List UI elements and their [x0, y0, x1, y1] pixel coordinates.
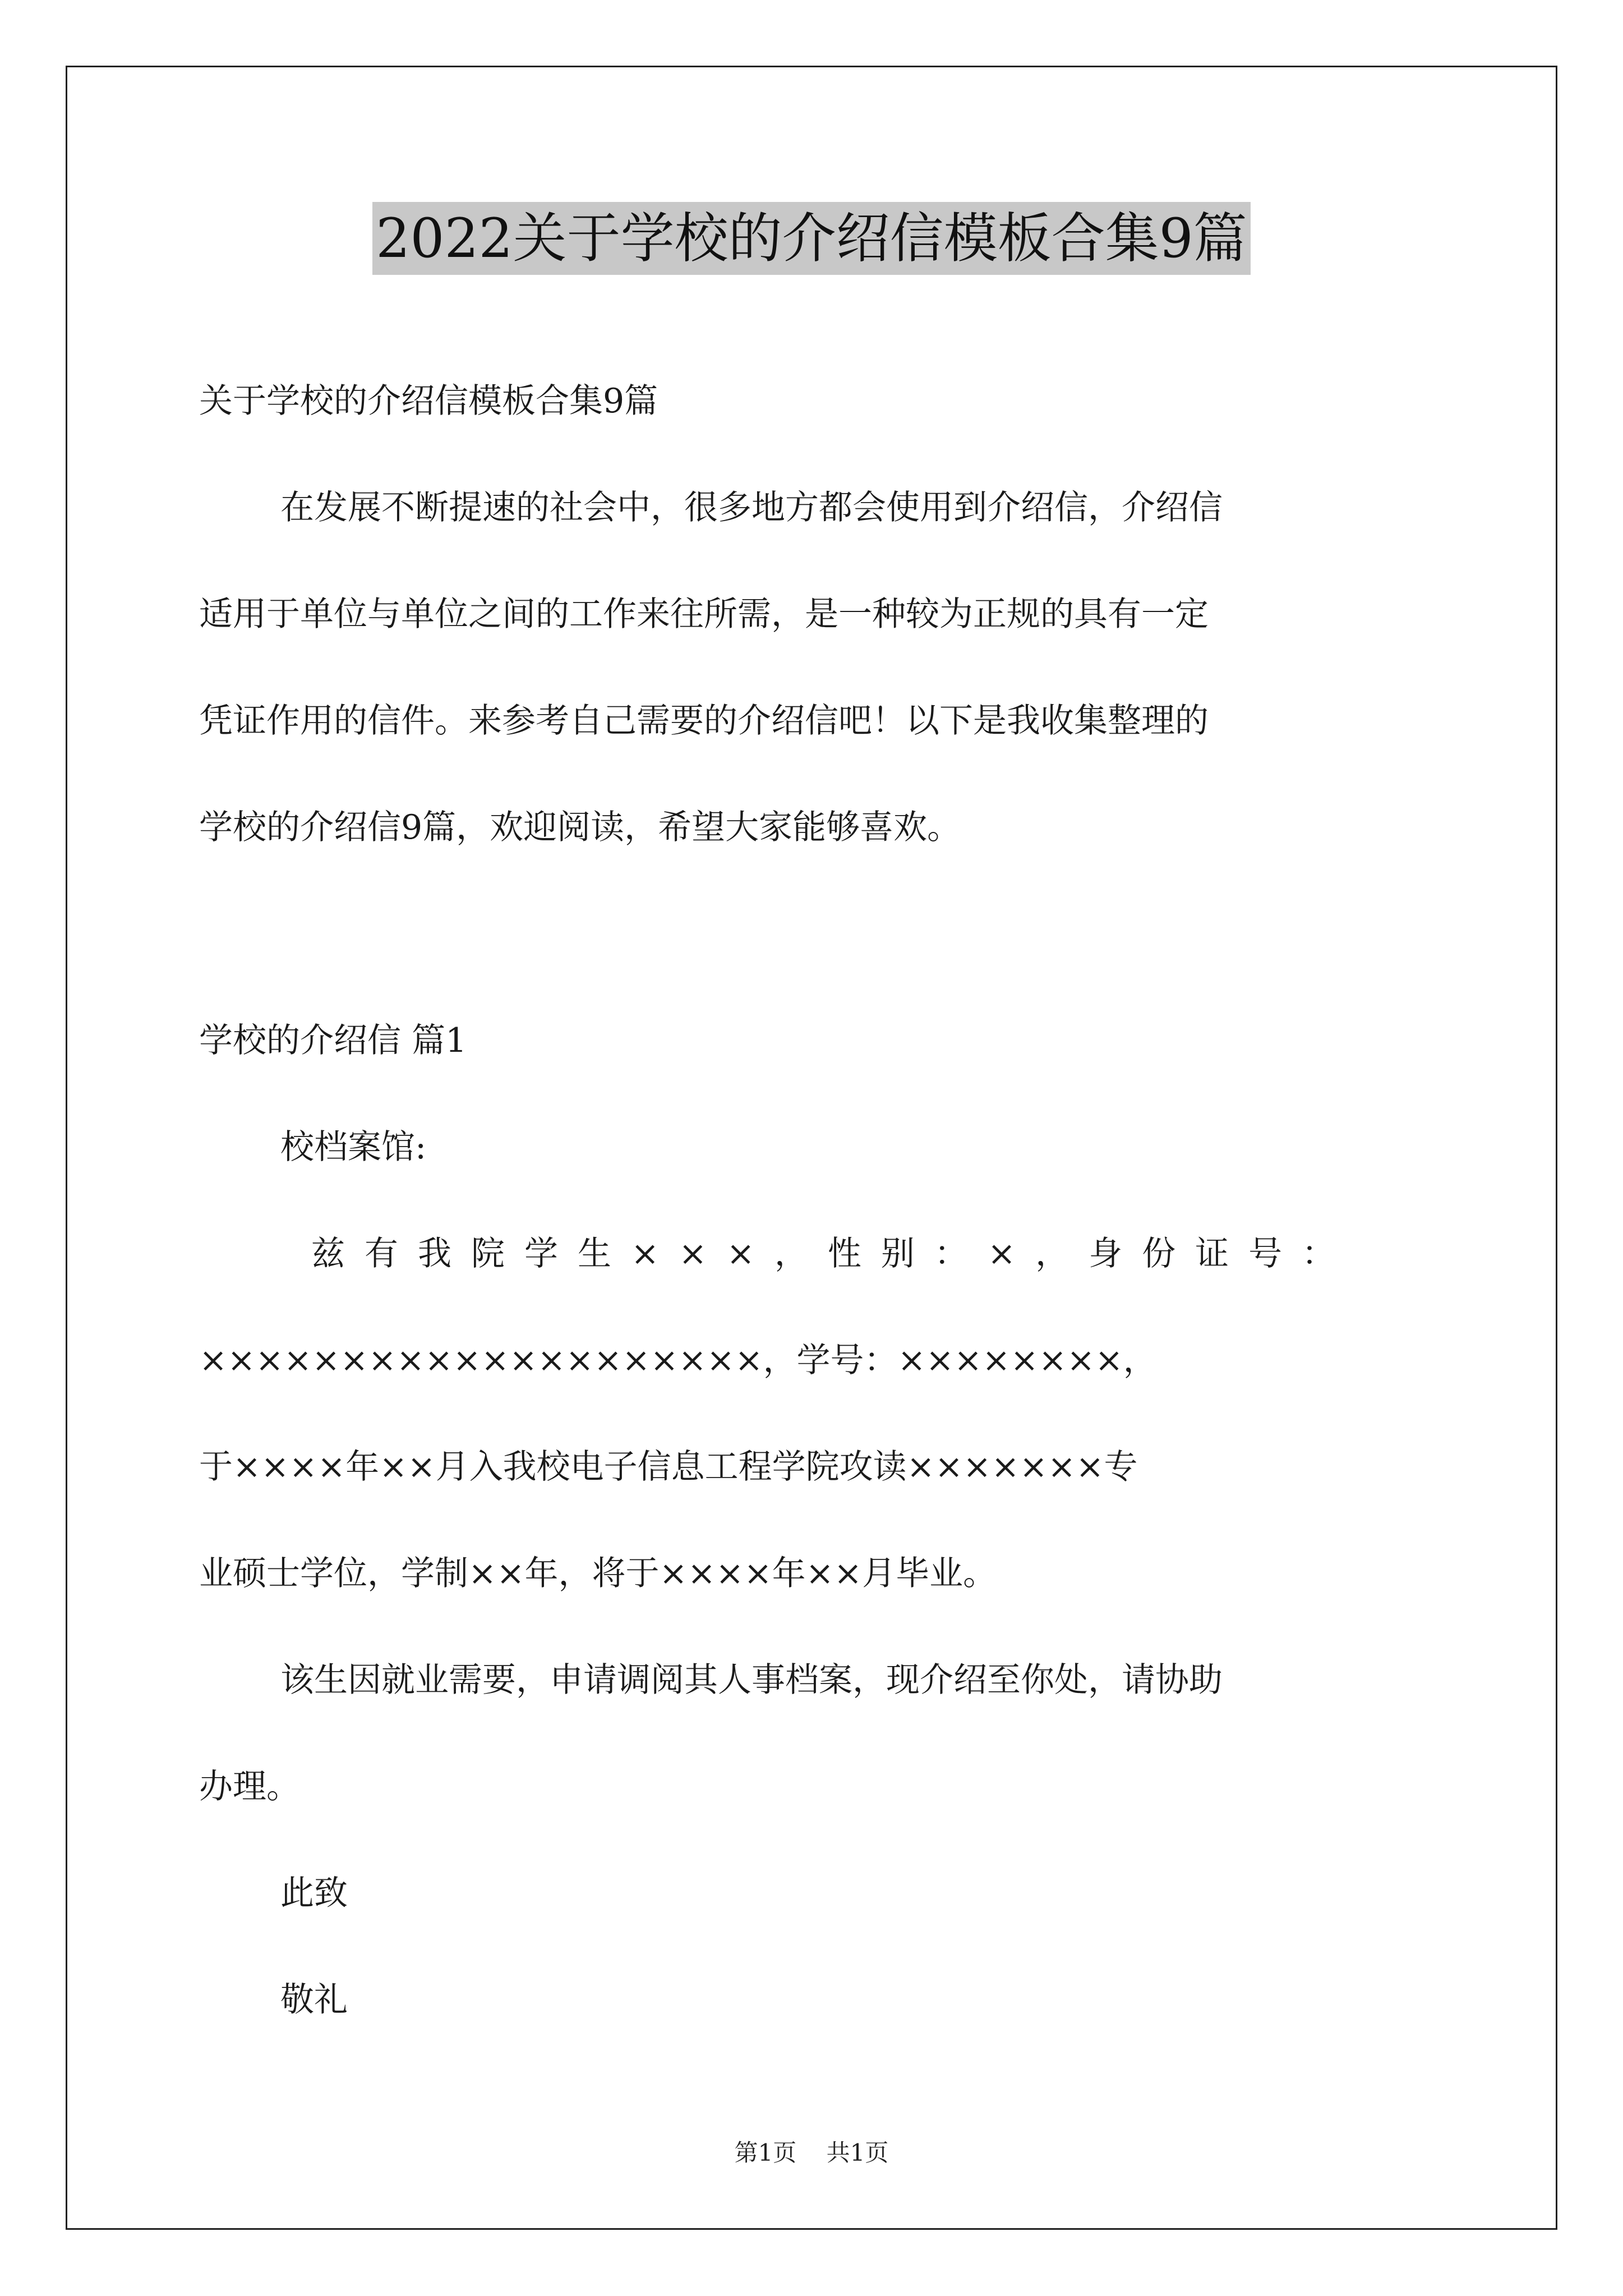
- body-line-2: ××××××××××××××××××××，学号：××××××××，: [199, 1341, 1157, 1380]
- body-line-3: 于××××年××月入我校电子信息工程学院攻读×××××××专: [199, 1447, 1138, 1487]
- closing-greeting: 此致: [280, 1874, 348, 1913]
- intro-line-3: 凭证作用的信件。来参考自己需要的介绍信吧！以下是我收集整理的: [199, 701, 1209, 740]
- body-line-1: 兹有我院学生×××，性别：×，身份证号：: [311, 1234, 1355, 1273]
- intro-line-4: 学校的介绍信9篇，欢迎阅读，希望大家能够喜欢。: [199, 808, 961, 847]
- document-title: 2022关于学校的介绍信模板合集9篇: [372, 202, 1250, 275]
- request-line-2: 办理。: [199, 1767, 300, 1806]
- intro-line-2: 适用于单位与单位之间的工作来往所需，是一种较为正规的具有一定: [199, 595, 1209, 634]
- page-number-total: 共1页: [826, 2139, 889, 2166]
- intro-line-1: 在发展不断提速的社会中，很多地方都会使用到介绍信，介绍信: [280, 488, 1223, 527]
- request-line-1: 该生因就业需要，申请调阅其人事档案，现介绍至你处，请协助: [280, 1660, 1223, 1700]
- document-subtitle: 关于学校的介绍信模板合集9篇: [199, 381, 658, 421]
- section-heading: 学校的介绍信 篇1: [199, 1021, 467, 1060]
- page-number-current: 第1页: [734, 2139, 797, 2166]
- page-footer: [0, 2134, 1623, 2168]
- paragraph-gap: [199, 881, 1430, 987]
- body-line-4: 业硕士学位，学制××年，将于××××年××月毕业。: [199, 1554, 997, 1593]
- title-container: [0, 202, 1623, 275]
- document-body: [199, 348, 1430, 2053]
- salutation: 校档案馆:: [280, 1128, 427, 1167]
- closing-salute: 敬礼: [280, 1980, 348, 2019]
